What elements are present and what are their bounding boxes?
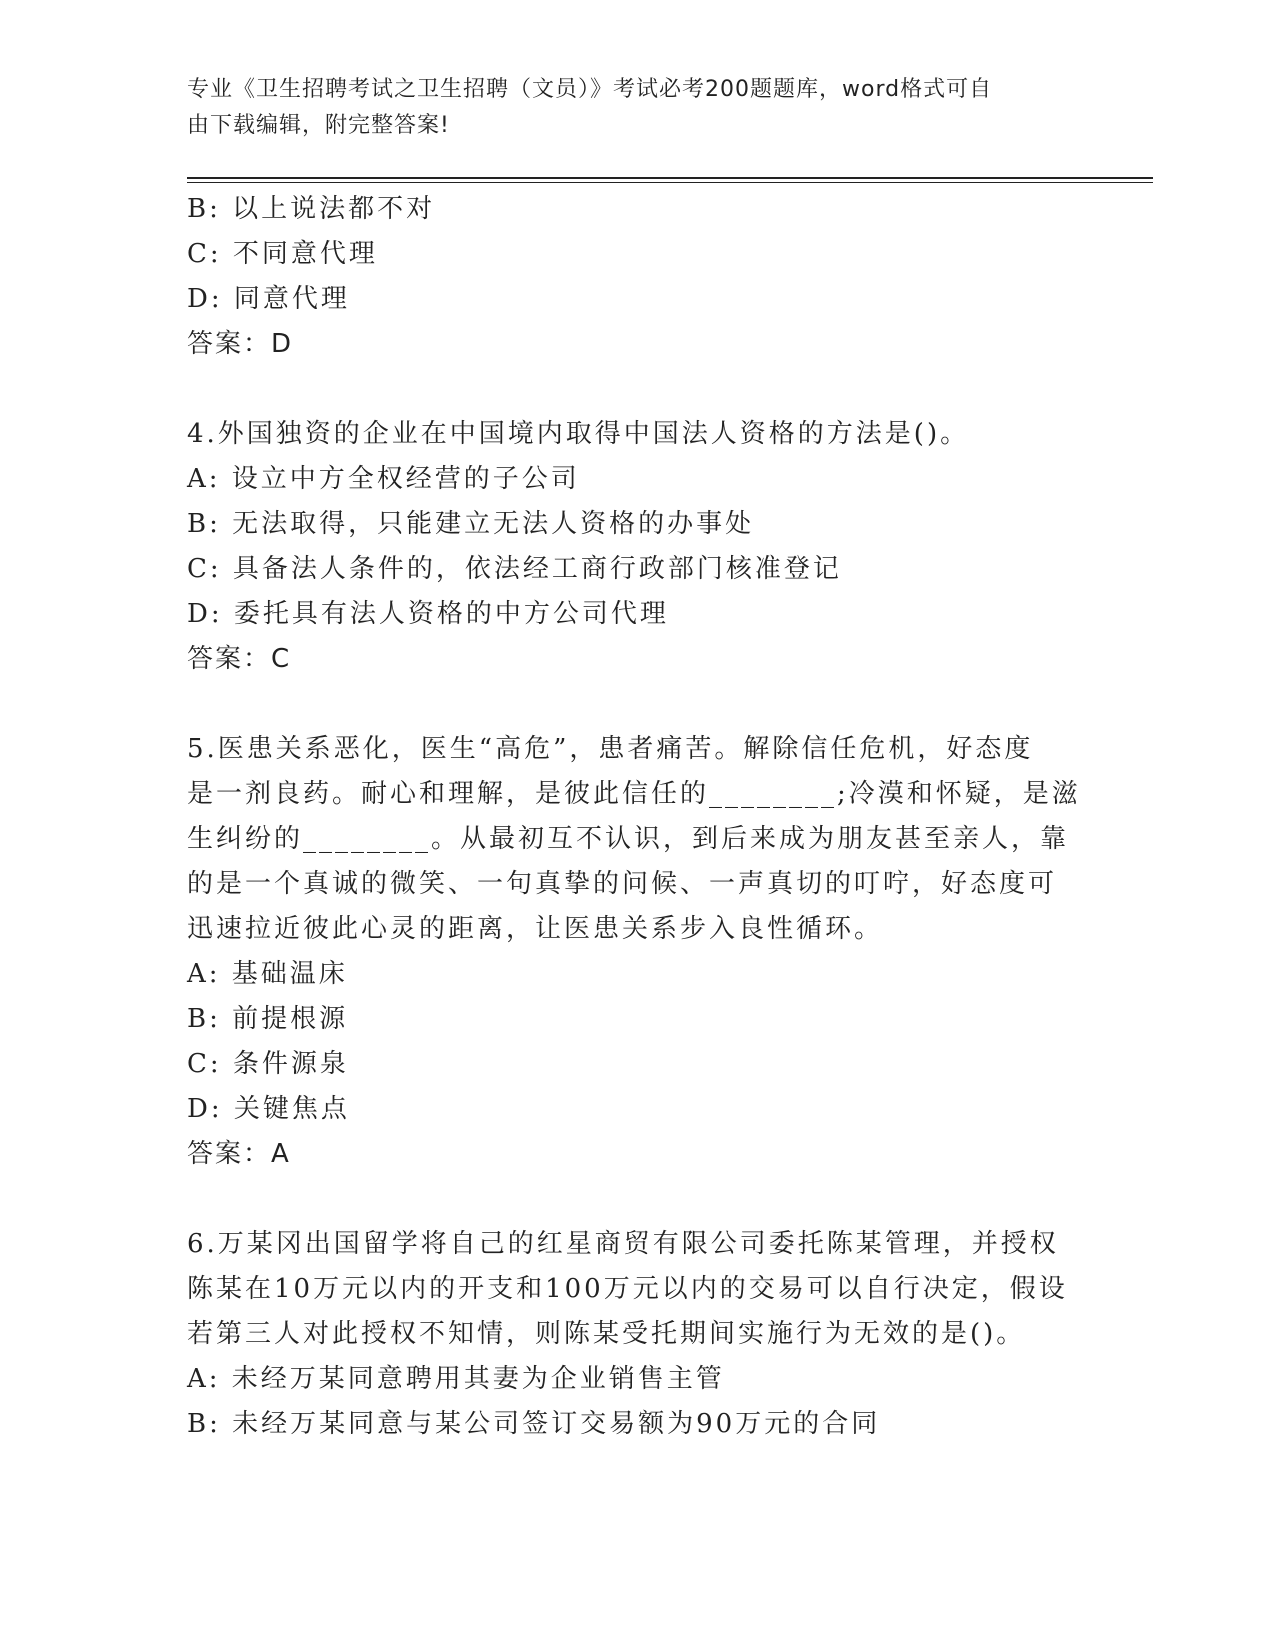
option-d: D: 同意代理 [187,284,350,314]
question-stem-line: 6.万某冈出国留学将自己的红星商贸有限公司委托陈某管理，并授权 [187,1229,1059,1259]
question-3-tail [187,187,1067,367]
option-c: C: 条件源泉 [187,1049,349,1079]
question-stem-line: 生纠纷的________。从最初互不认识，到后来成为朋友甚至亲人，靠 [187,824,1070,854]
answer-line: 答案：D [187,329,294,359]
question-4 [187,412,1067,682]
document-header [187,72,1067,144]
question-stem-line: 5.医患关系恶化，医生“高危”，患者痛苦。解除信任危机，好态度 [187,734,1034,764]
option-b: B: 未经万某同意与某公司签订交易额为90万元的合同 [187,1409,881,1439]
question-stem-line: 4.外国独资的企业在中国境内取得中国法人资格的方法是()。 [187,419,970,449]
option-c: C: 不同意代理 [187,239,378,269]
header-title-line-1: 专业《卫生招聘考试之卫生招聘（文员）》考试必考200题题库，word格式可自 [187,77,993,102]
option-b: B: 前提根源 [187,1004,349,1034]
question-5 [187,727,1081,1177]
question-stem-line: 迅速拉近彼此心灵的距离，让医患关系步入良性循环。 [187,914,884,944]
option-a: A: 设立中方全权经营的子公司 [187,464,580,494]
option-c: C: 具备法人条件的，依法经工商行政部门核准登记 [187,554,842,584]
question-stem-line: 是一剂良药。耐心和理解，是彼此信任的________;冷漠和怀疑，是滋 [187,779,1081,809]
spacer [187,367,1067,412]
option-d: D: 委托具有法人资格的中方公司代理 [187,599,669,629]
header-title-line-2: 由下载编辑，附完整答案! [187,113,450,138]
answer-line: 答案：C [187,644,292,674]
spacer [187,1177,1067,1222]
question-stem-line: 若第三人对此授权不知情，则陈某受托期间实施行为无效的是()。 [187,1319,1026,1349]
header-rule-thin [187,182,1153,183]
question-stem-line: 的是一个真诚的微笑、一句真挚的问候、一声真切的叮咛，好态度可 [187,869,1058,899]
option-b: B: 以上说法都不对 [187,194,436,224]
question-6 [187,1222,1067,1447]
option-a: A: 未经万某同意聘用其妻为企业销售主管 [187,1364,725,1394]
answer-line: 答案：A [187,1139,291,1169]
option-a: A: 基础温床 [187,959,348,989]
spacer [187,682,1067,727]
question-stem-line: 陈某在10万元以内的开支和100万元以内的交易可以自行决定，假设 [187,1274,1068,1304]
option-d: D: 关键焦点 [187,1094,350,1124]
header-rule-thick [187,177,1153,179]
option-b: B: 无法取得，只能建立无法人资格的办事处 [187,509,755,539]
question-content [187,187,1081,1447]
